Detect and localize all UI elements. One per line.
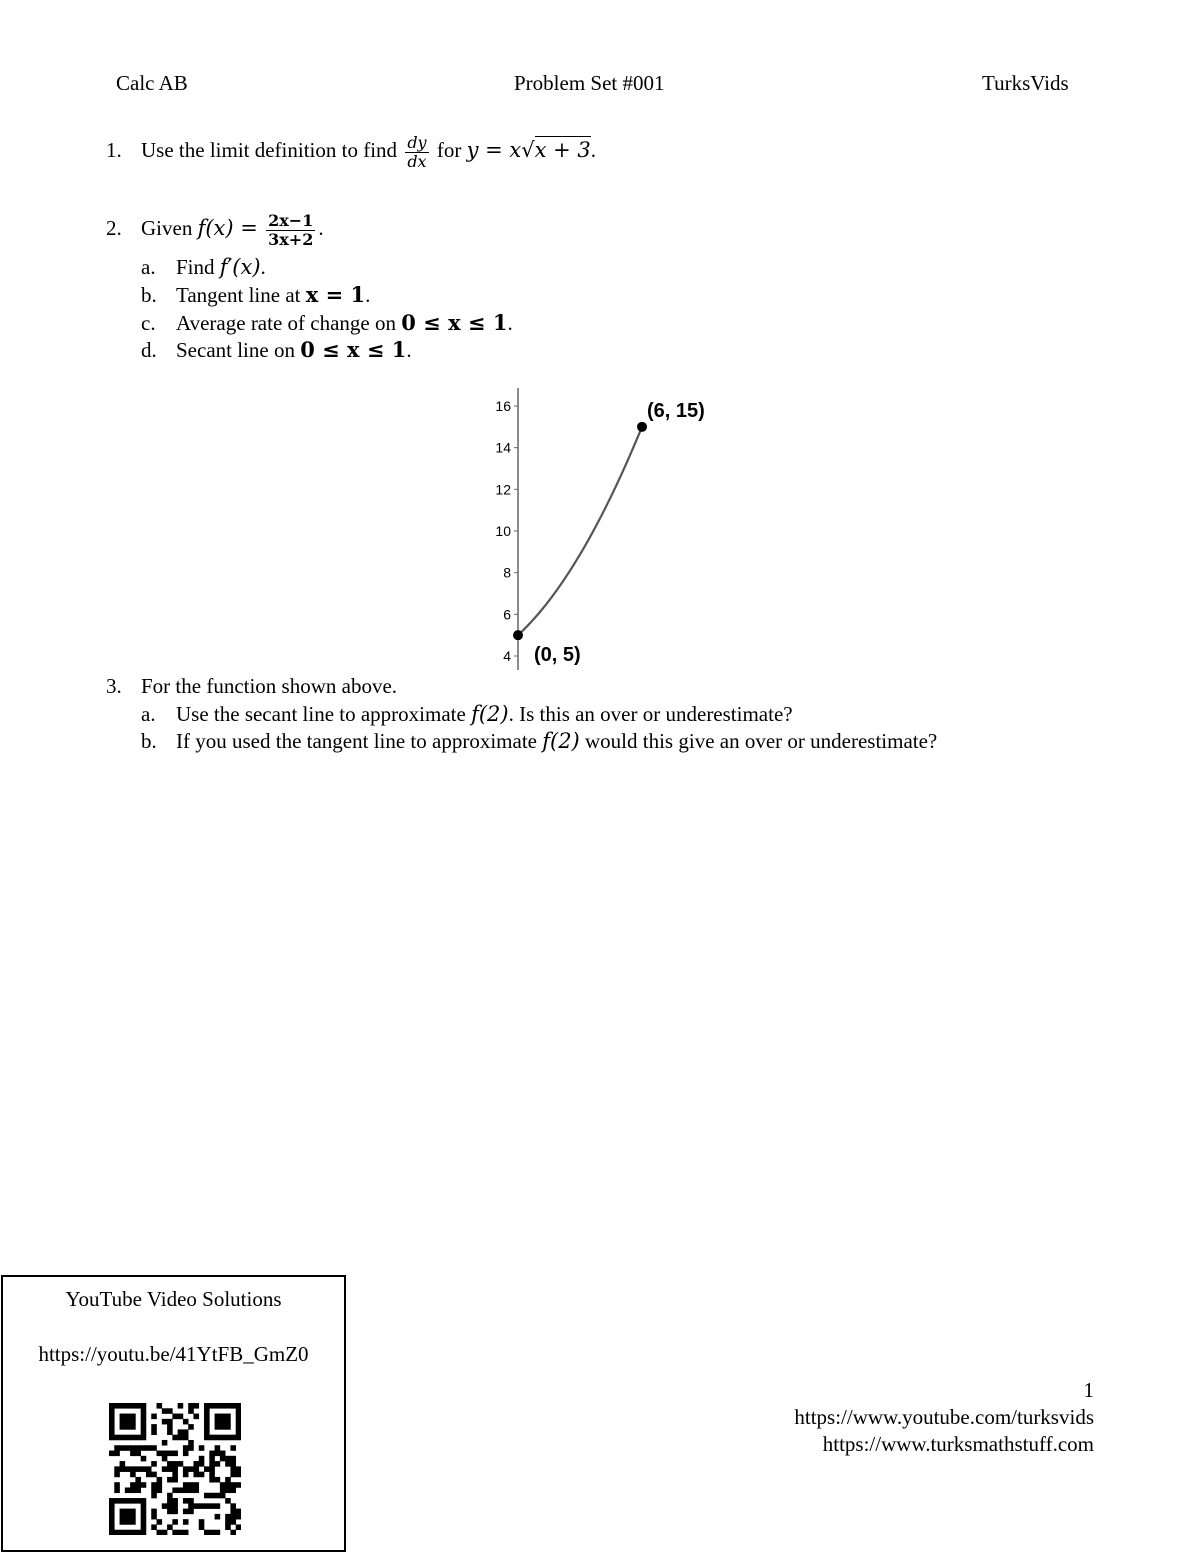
video-link[interactable]: https://youtu.be/41YtFB_GmZ0 <box>38 1342 309 1366</box>
function-name: f(x) = <box>197 216 258 240</box>
data-point <box>513 630 523 640</box>
fraction-denominator: dx <box>407 151 427 171</box>
y-tick-label: 12 <box>495 481 511 498</box>
video-solutions-box <box>1 1275 346 1552</box>
derivative-fraction <box>405 134 428 171</box>
problem-1-for: for <box>436 138 462 162</box>
problem-2-number: 2. <box>106 216 122 240</box>
page-number: 1 <box>1083 1378 1094 1402</box>
part-math: 0 ≤ x ≤ 1 <box>401 310 508 335</box>
problem-2-part-b <box>141 282 371 308</box>
function-graph <box>470 380 750 675</box>
header-title: Problem Set #001 <box>514 71 665 95</box>
problem-2-part-c <box>141 310 513 336</box>
problem-3-part-b <box>141 728 938 754</box>
problem-1-number: 1. <box>106 138 122 162</box>
problem-1 <box>106 130 596 171</box>
part-tail: . <box>260 255 266 279</box>
part-text: Tangent line at <box>176 283 306 307</box>
y-tick-label: 10 <box>495 523 511 539</box>
fraction-numerator: dy <box>407 132 427 152</box>
part-math: f′(x) <box>219 255 261 279</box>
part-label: b. <box>141 729 157 753</box>
part-text: Find <box>176 255 220 279</box>
rational-function-fraction <box>266 212 315 249</box>
point-label: (0, 5) <box>534 644 581 667</box>
part-math: f(2) <box>471 702 509 726</box>
problem-3 <box>106 673 398 699</box>
part-tail: . <box>507 311 513 335</box>
footer <box>794 1377 1094 1458</box>
part-label: a. <box>141 702 156 726</box>
y-tick-label: 4 <box>503 648 511 664</box>
problem-2-part-a <box>141 254 266 280</box>
problem-3-text: For the function shown above. <box>141 674 398 698</box>
video-box-title: YouTube Video Solutions <box>65 1287 282 1311</box>
fraction-numerator: 2x−1 <box>268 210 314 230</box>
y-tick-label: 6 <box>503 606 511 623</box>
problem-2-given: Given <box>141 216 193 240</box>
part-label: b. <box>141 283 157 307</box>
part-label: d. <box>141 338 157 362</box>
sqrt-radicand: x + 3 <box>534 138 591 162</box>
problem-1-text: Use the limit definition to find <box>141 138 398 162</box>
data-point <box>637 422 647 432</box>
y-tick-label: 8 <box>503 564 511 581</box>
problem-3-number: 3. <box>106 674 122 698</box>
part-math: x = 1 <box>305 282 366 307</box>
problem-2-period: . <box>318 216 324 240</box>
problem-1-period: . <box>590 138 597 162</box>
y-tick-label: 16 <box>495 398 511 414</box>
part-text: Use the secant line to approximate <box>176 702 472 726</box>
function-curve <box>518 427 642 635</box>
y-tick-label: 14 <box>495 439 511 456</box>
part-tail: . <box>365 283 371 307</box>
youtube-channel-link[interactable]: https://www.youtube.com/turksvids <box>794 1405 1094 1429</box>
sqrt-symbol: √ <box>521 138 535 162</box>
point-label: (6, 15) <box>647 399 705 422</box>
qr-code-icon[interactable] <box>109 1403 241 1535</box>
part-tail: . <box>406 338 412 362</box>
part-tail: . Is this an over or underestimate? <box>508 702 793 726</box>
part-label: c. <box>141 311 156 335</box>
part-text: Average rate of change on <box>176 311 402 335</box>
part-text: Secant line on <box>176 338 301 362</box>
header-author: TurksVids <box>982 71 1069 95</box>
part-text: If you used the tangent line to approximate <box>176 729 543 753</box>
part-math: f(2) <box>542 729 580 753</box>
fraction-denominator: 3x+2 <box>268 229 314 249</box>
function-expression: y = x <box>466 138 522 162</box>
problem-3-part-a <box>141 701 793 727</box>
problem-2 <box>106 205 324 251</box>
part-math: 0 ≤ x ≤ 1 <box>300 337 407 362</box>
part-label: a. <box>141 255 156 279</box>
problem-2-part-d <box>141 337 412 363</box>
website-link[interactable]: https://www.turksmathstuff.com <box>822 1432 1094 1456</box>
part-tail: would this give an over or underestimate? <box>579 729 938 753</box>
header-course: Calc AB <box>116 71 188 95</box>
